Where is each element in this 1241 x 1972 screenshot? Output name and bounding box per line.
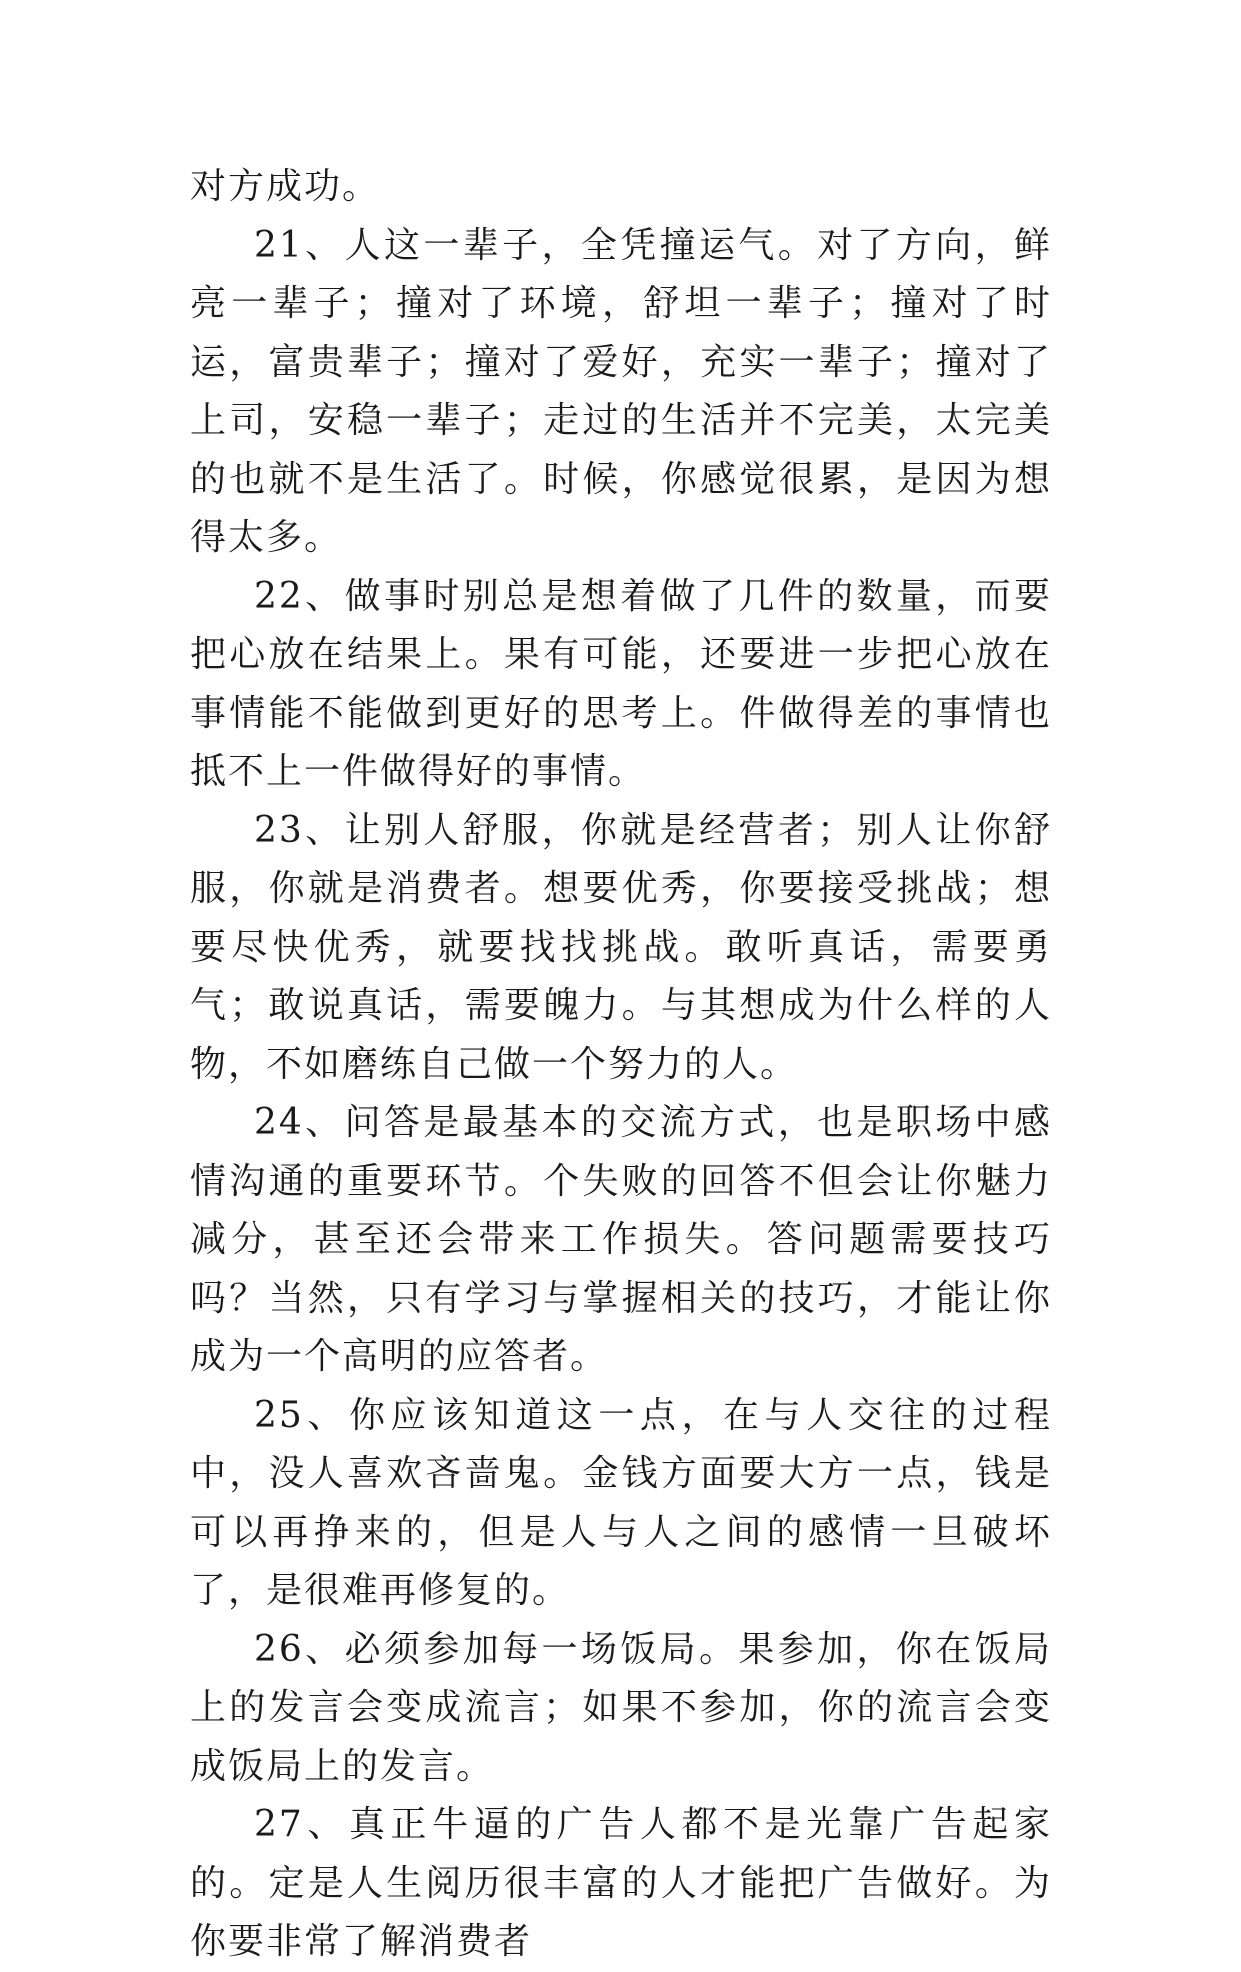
body-text	[190, 158, 1052, 1972]
paragraph-24: 24、问答是最基本的交流方式，也是职场中感情沟通的重要环节。个失败的回答不但会让你魅力减分，甚至还会带来工作损失。答问题需要技巧吗？当然，只有学习与掌握相关的技巧，才能让你成为一个高明的应答者。	[190, 1102, 1052, 1377]
paragraph-22: 22、做事时别总是想着做了几件的数量，而要把心放在结果上。果有可能，还要进一步把心放在事情能不能做到更好的思考上。件做得差的事情也抵不上一件做得好的事情。	[190, 575, 1052, 792]
paragraph-continuation: 对方成功。	[190, 166, 381, 207]
paragraph-23: 23、让别人舒服，你就是经营者；别人让你舒服，你就是消费者。想要优秀，你要接受挑战；想要尽快优秀，就要找找挑战。敢听真话，需要勇气；敢说真话，需要魄力。与其想成为什么样的人物，不如磨练自己做一个努力的人。	[190, 809, 1052, 1085]
paragraph-27: 27、真正牛逼的广告人都不是光靠广告起家的。定是人生阅历很丰富的人才能把广告做好。为你要非常了解消费者	[190, 1804, 1052, 1962]
paragraph-21: 21、人这一辈子，全凭撞运气。对了方向，鲜亮一辈子；撞对了环境，舒坦一辈子；撞对了时运，富贵辈子；撞对了爱好，充实一辈子；撞对了上司，安稳一辈子；走过的生活并不完美，太完美的也就不是生活了。时候，你感觉很累，是因为想得太多。	[190, 224, 1052, 558]
paragraph-26: 26、必须参加每一场饭局。果参加，你在饭局上的发言会变成流言；如果不参加，你的流言会变成饭局上的发言。	[190, 1628, 1052, 1787]
paragraph-25: 25、你应该知道这一点，在与人交往的过程中，没人喜欢吝啬鬼。金钱方面要大方一点，钱是可以再挣来的，但是人与人之间的感情一旦破坏了，是很难再修复的。	[190, 1394, 1052, 1611]
